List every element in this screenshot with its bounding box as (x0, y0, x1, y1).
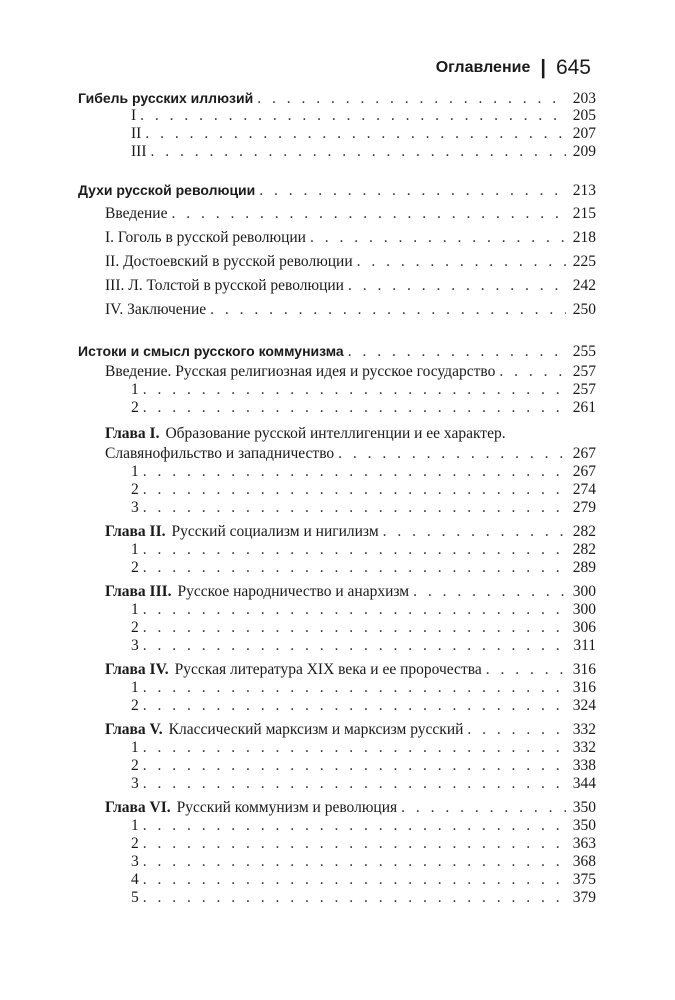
table-of-contents (78, 89, 596, 907)
page-ref: 375 (572, 871, 596, 888)
leader-dots (143, 637, 566, 655)
toc-entry[interactable] (78, 619, 596, 637)
chapter-title: Русский социализм и нигилизм (171, 523, 379, 540)
toc-entry[interactable] (78, 499, 596, 517)
toc-entry-heading[interactable] (78, 89, 596, 107)
running-head-title: Оглавление (435, 59, 531, 76)
toc-entry[interactable] (78, 679, 596, 697)
toc-entry[interactable] (78, 817, 596, 835)
leader-dots (143, 757, 566, 775)
toc-entry-chapter[interactable] (78, 523, 596, 541)
toc-entry[interactable] (78, 274, 596, 298)
toc-entry-chapter[interactable] (78, 799, 596, 817)
running-head (436, 56, 591, 80)
entry-label: 2 (131, 481, 139, 498)
page-ref: 250 (572, 301, 596, 318)
leader-dots (348, 340, 566, 364)
chapter-title: Русское народничество и анархизм (177, 583, 410, 600)
page-ref: 306 (572, 619, 596, 636)
entry-label: I. Гоголь в русской революции (105, 229, 306, 246)
toc-entry-chapter[interactable] (78, 721, 596, 739)
leader-dots (357, 250, 566, 274)
page-ref: 225 (572, 253, 596, 270)
toc-entry[interactable] (78, 298, 596, 322)
leader-dots (143, 697, 566, 715)
entry-label: II. Достоевский в русской революции (105, 253, 353, 270)
entry-label: 3 (131, 853, 139, 870)
page-number: 645 (555, 56, 591, 79)
entry-label: 2 (131, 757, 139, 774)
page-ref: 350 (572, 817, 596, 834)
toc-section-dukhi (78, 178, 596, 322)
page-ref: 267 (572, 463, 596, 480)
entry-label: III. Л. Толстой в русской революции (105, 277, 344, 294)
leader-dots (145, 125, 566, 143)
toc-section-istoki (78, 339, 596, 907)
page-ref: 209 (572, 143, 596, 160)
leader-dots (499, 363, 566, 381)
page-ref: 279 (572, 499, 596, 516)
toc-entry[interactable] (78, 481, 596, 499)
toc-entry[interactable] (78, 226, 596, 250)
entry-label: 1 (131, 463, 139, 480)
page-ref: 257 (572, 381, 596, 398)
page-ref: 267 (572, 445, 596, 462)
leader-dots (143, 499, 566, 517)
page-ref: 338 (572, 757, 596, 774)
page-ref: 363 (572, 835, 596, 852)
toc-entry[interactable] (78, 871, 596, 889)
toc-entry[interactable] (78, 757, 596, 775)
entry-label: 2 (131, 399, 139, 416)
page-ref: 316 (572, 679, 596, 696)
page-ref: 300 (572, 583, 596, 600)
entry-label: 1 (131, 679, 139, 696)
chapter-title: Русский коммунизм и революция (176, 799, 398, 816)
page-ref: 324 (572, 697, 596, 714)
leader-dots (143, 463, 566, 481)
entry-label: 2 (131, 619, 139, 636)
leader-dots (143, 739, 566, 757)
leader-dots (348, 274, 566, 298)
toc-entry[interactable] (78, 559, 596, 577)
entry-label: Введение. Русская религиозная идея и русское государство (105, 363, 496, 380)
leader-dots (171, 202, 566, 226)
leader-dots (486, 661, 566, 679)
toc-section-gibel (78, 89, 596, 161)
page-ref: 205 (572, 107, 596, 124)
entry-label: Введение (105, 205, 168, 222)
toc-entry-heading[interactable] (78, 339, 596, 363)
chapter-prefix: Глава VI. (105, 799, 171, 816)
leader-dots (413, 583, 566, 601)
entry-label: 2 (131, 559, 139, 576)
entry-label: 2 (131, 835, 139, 852)
leader-dots (338, 445, 566, 463)
page-ref: 255 (572, 343, 596, 360)
chapter-prefix: Глава I. (105, 425, 160, 442)
toc-entry[interactable] (78, 202, 596, 226)
page-ref: 282 (572, 541, 596, 558)
page-ref: 311 (573, 637, 596, 654)
section-title: Истоки и смысл русского коммунизма (78, 343, 344, 359)
leader-dots (210, 298, 566, 322)
section-title: Гибель русских иллюзий (78, 90, 254, 106)
toc-entry[interactable] (78, 889, 596, 907)
leader-dots (383, 523, 566, 541)
chapter-title: Образование русской интеллигенции и ее характер. (165, 425, 506, 442)
leader-dots (143, 381, 566, 399)
entry-label: 4 (131, 871, 139, 888)
page-ref: 274 (572, 481, 596, 498)
page-ref: 316 (572, 661, 596, 678)
entry-label: 2 (131, 697, 139, 714)
page-ref: 344 (572, 775, 596, 792)
section-title: Духи русской революции (78, 182, 256, 198)
page-ref: 218 (572, 229, 596, 246)
page-ref: 213 (572, 182, 596, 199)
page-ref: 332 (572, 739, 596, 756)
page-ref: 282 (572, 523, 596, 540)
leader-dots (143, 541, 566, 559)
leader-dots (143, 481, 566, 499)
leader-dots (467, 721, 566, 739)
entry-label: 1 (131, 739, 139, 756)
toc-entry[interactable] (78, 107, 596, 125)
leader-dots (143, 853, 566, 871)
leader-dots (140, 107, 566, 125)
toc-entry[interactable] (78, 739, 596, 757)
chapter-prefix: Глава III. (105, 583, 172, 600)
leader-dots (143, 871, 566, 889)
leader-dots (310, 226, 566, 250)
page-ref: 350 (572, 799, 596, 816)
toc-entry[interactable] (78, 697, 596, 715)
page-ref: 300 (572, 601, 596, 618)
entry-label: 1 (131, 381, 139, 398)
toc-entry[interactable] (78, 835, 596, 853)
toc-entry-chapter[interactable] (78, 583, 596, 601)
toc-entry[interactable] (78, 541, 596, 559)
leader-dots (143, 601, 566, 619)
page-ref: 207 (572, 125, 596, 142)
entry-label: 5 (131, 889, 139, 906)
entry-label: 3 (131, 637, 139, 654)
entry-label: III (131, 143, 147, 160)
page-ref: 257 (572, 363, 596, 380)
chapter-prefix: Глава V. (105, 721, 163, 738)
toc-entry[interactable] (78, 250, 596, 274)
chapter-prefix: Глава II. (105, 523, 166, 540)
leader-dots (143, 619, 566, 637)
toc-entry[interactable] (78, 637, 596, 655)
toc-entry-chapter[interactable] (78, 661, 596, 679)
entry-label: 1 (131, 601, 139, 618)
leader-dots (143, 889, 566, 907)
leader-dots (259, 179, 566, 203)
leader-dots (151, 143, 567, 161)
leader-dots (143, 399, 566, 417)
page-ref: 368 (572, 853, 596, 870)
entry-label: I (131, 107, 137, 124)
page-ref: 242 (572, 277, 596, 294)
toc-entry[interactable] (78, 399, 596, 417)
toc-entry[interactable] (78, 775, 596, 793)
leader-dots (143, 559, 566, 577)
chapter-prefix: Глава IV. (105, 661, 169, 678)
chapter-title: Русская литература XIX века и ее пророчества (174, 661, 482, 678)
leader-dots (143, 817, 566, 835)
toc-entry-intro[interactable] (78, 363, 596, 381)
page-ref: 379 (572, 889, 596, 906)
entry-label: IV. Заключение (105, 301, 207, 318)
toc-entry-heading[interactable] (78, 178, 596, 202)
leader-dots (143, 775, 566, 793)
toc-entry-chapter[interactable] (78, 445, 596, 463)
toc-entry[interactable] (78, 125, 596, 143)
toc-entry[interactable] (78, 601, 596, 619)
page-ref: 332 (572, 721, 596, 738)
entry-label: II (131, 125, 142, 142)
page-ref: 215 (572, 205, 596, 222)
leader-dots (401, 799, 566, 817)
entry-label: 3 (131, 775, 139, 792)
running-head-separator: | (540, 56, 546, 79)
page-ref: 289 (572, 559, 596, 576)
entry-label: 3 (131, 499, 139, 516)
entry-label: 1 (131, 817, 139, 834)
chapter-title-line[interactable] (78, 423, 596, 445)
toc-entry[interactable] (78, 463, 596, 481)
chapter-title-continued: Славянофильство и западничество (105, 445, 335, 462)
toc-entry[interactable] (78, 381, 596, 399)
page-ref: 203 (572, 90, 596, 107)
page-ref: 261 (572, 399, 596, 416)
leader-dots (257, 90, 566, 108)
toc-entry[interactable] (78, 853, 596, 871)
leader-dots (143, 679, 566, 697)
entry-label: 1 (131, 541, 139, 558)
chapter-title: Классический марксизм и марксизм русский (168, 721, 464, 738)
leader-dots (143, 835, 566, 853)
toc-entry[interactable] (78, 143, 596, 161)
